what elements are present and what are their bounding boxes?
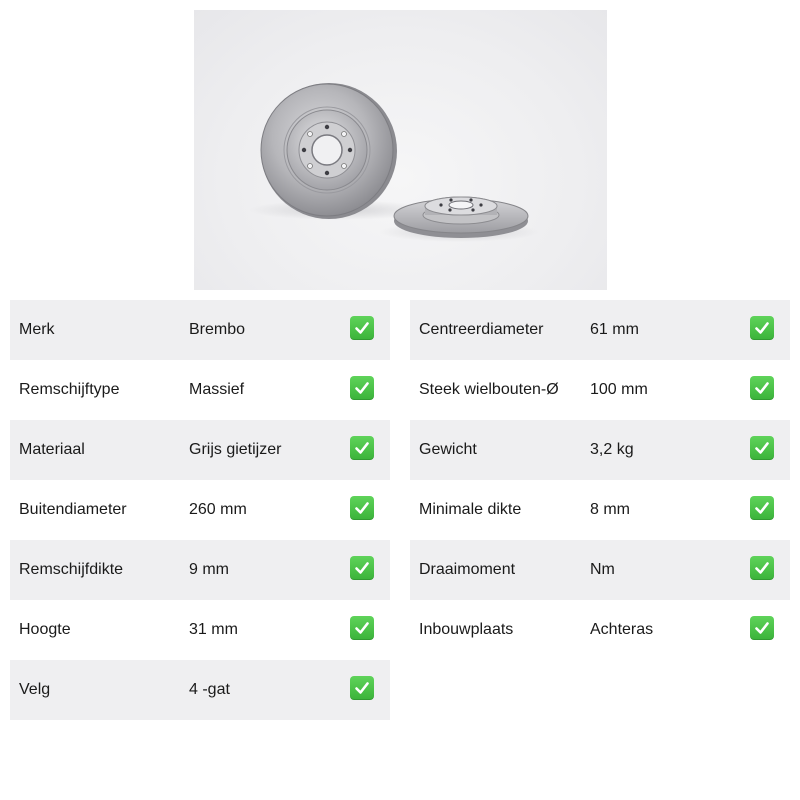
brake-disc-illustration — [194, 10, 607, 290]
spec-value: Nm — [590, 561, 615, 578]
check-mark-icon — [350, 616, 374, 640]
spec-label: Merk — [19, 321, 55, 338]
check-mark-icon — [750, 556, 774, 580]
check-mark-icon — [350, 556, 374, 580]
spec-label: Steek wielbouten-Ø — [419, 381, 559, 398]
spec-value: Achteras — [590, 621, 654, 638]
check-mark-icon — [350, 496, 374, 520]
check-mark-icon — [750, 436, 774, 460]
check-mark-icon — [750, 316, 774, 340]
spec-label: Hoogte — [19, 621, 71, 638]
spec-label: Velg — [19, 681, 51, 698]
spec-row — [10, 300, 390, 360]
spec-row — [410, 300, 790, 360]
spec-row — [10, 480, 390, 540]
spec-row — [410, 360, 790, 420]
product-image — [194, 10, 607, 290]
spec-row — [10, 420, 390, 480]
spec-row — [410, 600, 790, 660]
spec-value: 100 mm — [590, 381, 648, 398]
spec-row — [410, 540, 790, 600]
spec-label: Gewicht — [419, 441, 477, 458]
check-mark-icon — [750, 376, 774, 400]
spec-label: Remschijftype — [19, 381, 120, 398]
spec-label: Inbouwplaats — [419, 621, 514, 638]
spec-row — [410, 480, 790, 540]
spec-row — [10, 600, 390, 660]
spec-value: 9 mm — [189, 561, 229, 578]
spec-label: Centreerdiameter — [419, 321, 544, 338]
spec-value: 4 -gat — [189, 681, 230, 698]
spec-value: 8 mm — [590, 501, 630, 518]
spec-value: 61 mm — [590, 321, 639, 338]
check-mark-icon — [350, 676, 374, 700]
spec-value: Brembo — [189, 321, 246, 338]
spec-value: 3,2 kg — [590, 441, 634, 458]
check-mark-icon — [750, 496, 774, 520]
spec-label: Minimale dikte — [419, 501, 522, 518]
specs-right-column — [410, 300, 790, 660]
spec-row — [10, 360, 390, 420]
check-mark-icon — [350, 316, 374, 340]
specs-left-column — [10, 300, 390, 720]
check-mark-icon — [350, 436, 374, 460]
spec-label: Materiaal — [19, 441, 85, 458]
spec-row — [410, 420, 790, 480]
spec-value: 31 mm — [189, 621, 238, 638]
spec-value: Grijs gietijzer — [189, 441, 282, 458]
spec-label: Buitendiameter — [19, 501, 127, 518]
spec-value: 260 mm — [189, 501, 247, 518]
spec-label: Remschijfdikte — [19, 561, 124, 578]
check-mark-icon — [350, 376, 374, 400]
check-mark-icon — [750, 616, 774, 640]
spec-row — [10, 540, 390, 600]
spec-label: Draaimoment — [419, 561, 516, 578]
spec-value: Massief — [189, 381, 245, 398]
spec-row — [10, 660, 390, 720]
